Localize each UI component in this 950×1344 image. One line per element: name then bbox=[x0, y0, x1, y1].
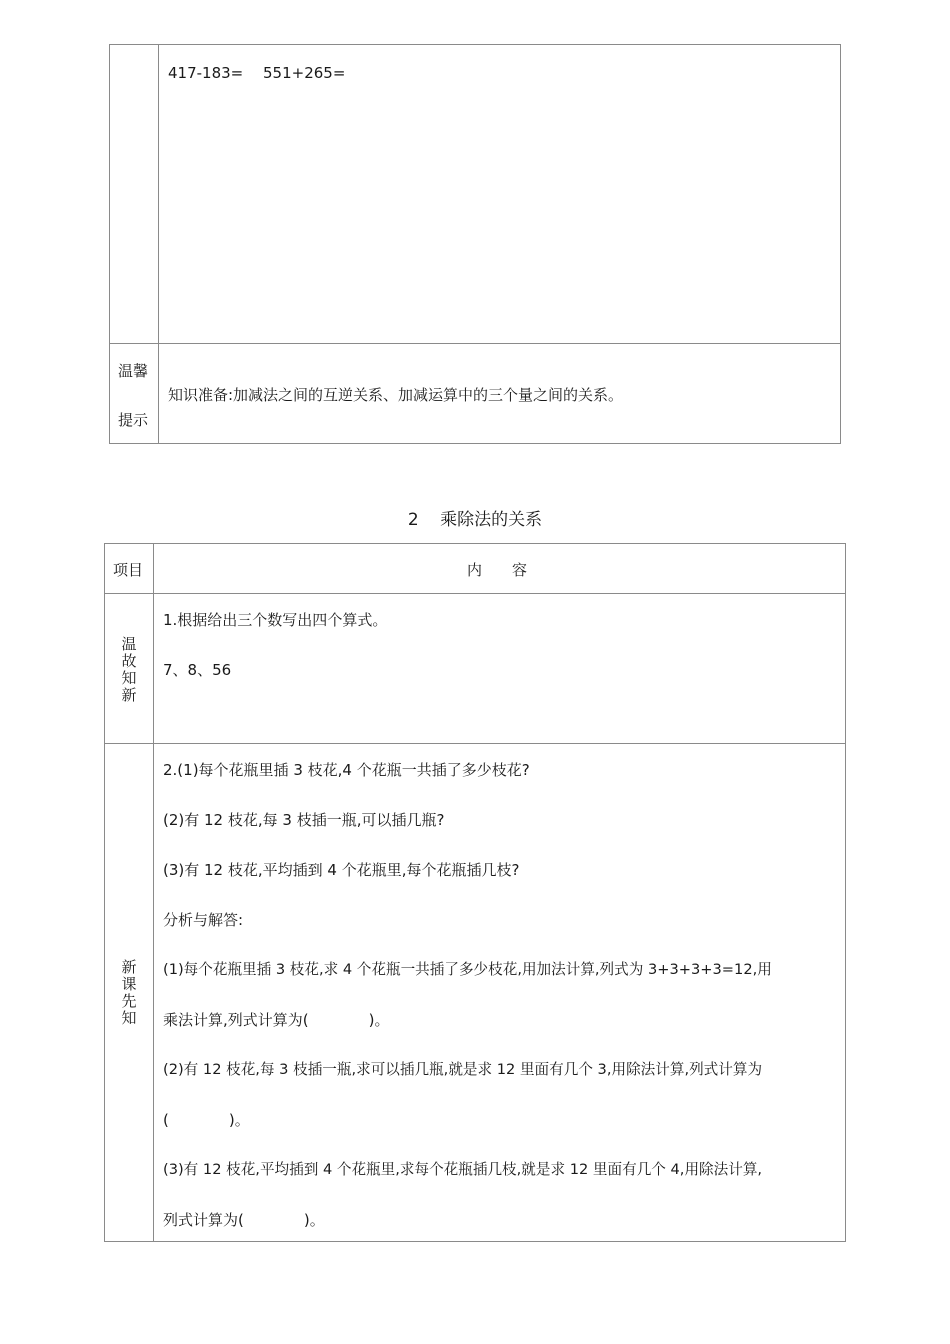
table-1-row-divider bbox=[110, 343, 840, 344]
new-lesson-line: 2.(1)每个花瓶里插 3 枝花,4 个花瓶一共插了多少枝花? bbox=[163, 761, 530, 779]
new-lesson-line: ( )。 bbox=[163, 1111, 250, 1129]
new-lesson-label-char: 知 bbox=[121, 1009, 137, 1027]
new-lesson-line: (1)每个花瓶里插 3 枝花,求 4 个花瓶一共插了多少枝花,用加法计算,列式为 3+3+3+3=12,用 bbox=[163, 961, 772, 978]
review-label-char: 新 bbox=[121, 686, 137, 704]
table-1 bbox=[109, 44, 841, 444]
new-lesson-label-char: 课 bbox=[121, 975, 137, 993]
review-label-char: 知 bbox=[121, 669, 137, 687]
new-lesson-line: 列式计算为( )。 bbox=[163, 1211, 325, 1229]
tip-content: 知识准备:加减法之间的互逆关系、加减运算中的三个量之间的关系。 bbox=[168, 386, 624, 404]
review-label-char: 故 bbox=[121, 652, 137, 670]
review-label bbox=[119, 636, 139, 704]
section-title-text: 乘除法的关系 bbox=[440, 510, 543, 530]
new-lesson-line: 乘法计算,列式计算为( )。 bbox=[163, 1011, 390, 1029]
section-title bbox=[0, 509, 950, 531]
arithmetic-problems: 417-183= 551+265= bbox=[168, 64, 346, 82]
tip-label-line-2: 提示 bbox=[118, 411, 149, 429]
header-content: 内 容 bbox=[467, 561, 528, 579]
table-2-column-divider bbox=[153, 544, 154, 1241]
new-lesson-line: (2)有 12 枝花,每 3 枝插一瓶,可以插几瓶? bbox=[163, 811, 445, 829]
new-lesson-line: (3)有 12 枝花,平均插到 4 个花瓶里,每个花瓶插几枝? bbox=[163, 861, 520, 879]
review-line-1: 1.根据给出三个数写出四个算式。 bbox=[163, 611, 388, 629]
new-lesson-line: (2)有 12 枝花,每 3 枝插一瓶,求可以插几瓶,就是求 12 里面有几个 3,用除法计算,列式计算为 bbox=[163, 1061, 763, 1078]
header-item: 项目 bbox=[113, 561, 144, 579]
new-lesson-label-char: 先 bbox=[121, 992, 137, 1010]
table-1-column-divider bbox=[158, 45, 159, 443]
tip-label-line-1: 温馨 bbox=[118, 362, 149, 380]
table-2-header-divider bbox=[105, 593, 845, 594]
table-2 bbox=[104, 543, 846, 1242]
table-2-row-divider bbox=[105, 743, 845, 744]
new-lesson-line: (3)有 12 枝花,平均插到 4 个花瓶里,求每个花瓶插几枝,就是求 12 里面有几个 4,用除法计算, bbox=[163, 1161, 763, 1178]
new-lesson-label-char: 新 bbox=[121, 958, 137, 976]
new-lesson-label bbox=[119, 959, 139, 1027]
section-number: 2 bbox=[407, 510, 419, 530]
review-label-char: 温 bbox=[121, 635, 137, 653]
review-line-2: 7、8、56 bbox=[163, 661, 232, 679]
new-lesson-line: 分析与解答: bbox=[163, 911, 244, 929]
